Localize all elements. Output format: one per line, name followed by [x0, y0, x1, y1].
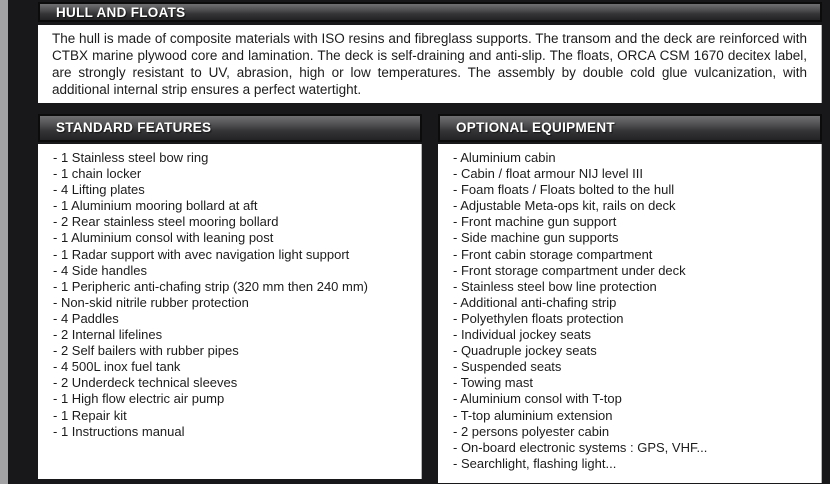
page-edge-strip: [0, 0, 8, 484]
equipment-item: - Towing mast: [453, 375, 533, 391]
equipment-item: - Stainless steel bow line protection: [453, 278, 657, 294]
optional-equipment-panel: [438, 144, 822, 483]
equipment-item: - Foam floats / Floats bolted to the hull: [453, 182, 675, 198]
feature-item: - 2 Underdeck technical sleeves: [53, 375, 238, 391]
equipment-item: - Front storage compartment under deck: [453, 262, 686, 278]
hull-description-text: The hull is made of composite materials with ISO resins and fibreglass supports. The transom and the deck are reinforced with CTBX marine plywood core and lamination. The deck is self-draining and anti-slip. The floats, ORCA CSM 1670 decitex label, are strongly resistant to UV, abrasion, high or low temperatures. The assembly by double cold glue vulcanization, with additional internal strip ensures a perfect watertight.: [52, 31, 807, 97]
standard-features-list: [53, 150, 415, 440]
section-title: HULL AND FLOATS: [56, 5, 186, 20]
equipment-item: - Additional anti-chafing strip: [453, 294, 617, 310]
equipment-item: - T-top aluminium extension: [453, 407, 613, 423]
optional-equipment-list: [453, 150, 815, 472]
equipment-item: - Individual jockey seats: [453, 327, 592, 343]
section-title: OPTIONAL EQUIPMENT: [456, 120, 615, 135]
equipment-item: - Adjustable Meta-ops kit, rails on deck: [453, 198, 676, 214]
feature-item: - 4 Side handles: [53, 262, 147, 278]
standard-features-panel: [38, 144, 422, 479]
feature-item: - 2 Internal lifelines: [53, 327, 163, 343]
equipment-item: - Side machine gun supports: [453, 230, 619, 246]
spec-content: [38, 0, 822, 483]
equipment-item: - On-board electronic systems : GPS, VHF...: [453, 439, 708, 455]
hull-description-panel: [38, 25, 822, 103]
feature-columns: [38, 114, 822, 483]
equipment-item: - Front cabin storage compartment: [453, 246, 653, 262]
feature-item: - 1 Peripheric anti-chafing strip (320 mm then 240 mm): [53, 278, 369, 294]
equipment-item: - 2 persons polyester cabin: [453, 423, 610, 439]
feature-item: - 1 Aluminium consol with leaning post: [53, 230, 274, 246]
feature-item: - Non-skid nitrile rubber protection: [53, 294, 249, 310]
feature-item: - 4 500L inox fuel tank: [53, 359, 181, 375]
equipment-item: - Aluminium consol with T-top: [453, 391, 622, 407]
feature-item: - 1 chain locker: [53, 166, 142, 182]
optional-equipment-section: [438, 114, 822, 483]
feature-item: - 1 Stainless steel bow ring: [53, 150, 209, 165]
section-header-standard-features: [38, 114, 422, 142]
equipment-item: - Aluminium cabin: [453, 150, 556, 165]
feature-item: - 1 Repair kit: [53, 407, 127, 423]
section-title: STANDARD FEATURES: [56, 120, 212, 135]
feature-item: - 4 Lifting plates: [53, 182, 145, 198]
feature-item: - 2 Rear stainless steel mooring bollard: [53, 214, 279, 230]
equipment-item: - Polyethylen floats protection: [453, 310, 624, 326]
feature-item: - 2 Self bailers with rubber pipes: [53, 343, 239, 359]
section-header-hull-and-floats: [38, 2, 822, 22]
equipment-item: - Searchlight, flashing light...: [453, 455, 617, 471]
feature-item: - 1 Instructions manual: [53, 423, 185, 439]
equipment-item: - Cabin / float armour NIJ level III: [453, 166, 644, 182]
equipment-item: - Front machine gun support: [453, 214, 617, 230]
feature-item: - 1 Aluminium mooring bollard at aft: [53, 198, 258, 214]
standard-features-section: [38, 114, 422, 483]
feature-item: - 1 High flow electric air pump: [53, 391, 225, 407]
feature-item: - 1 Radar support with avec navigation light support: [53, 246, 350, 262]
feature-item: - 4 Paddles: [53, 310, 119, 326]
equipment-item: - Suspended seats: [453, 359, 562, 375]
section-header-optional-equipment: [438, 114, 822, 142]
equipment-item: - Quadruple jockey seats: [453, 343, 597, 359]
